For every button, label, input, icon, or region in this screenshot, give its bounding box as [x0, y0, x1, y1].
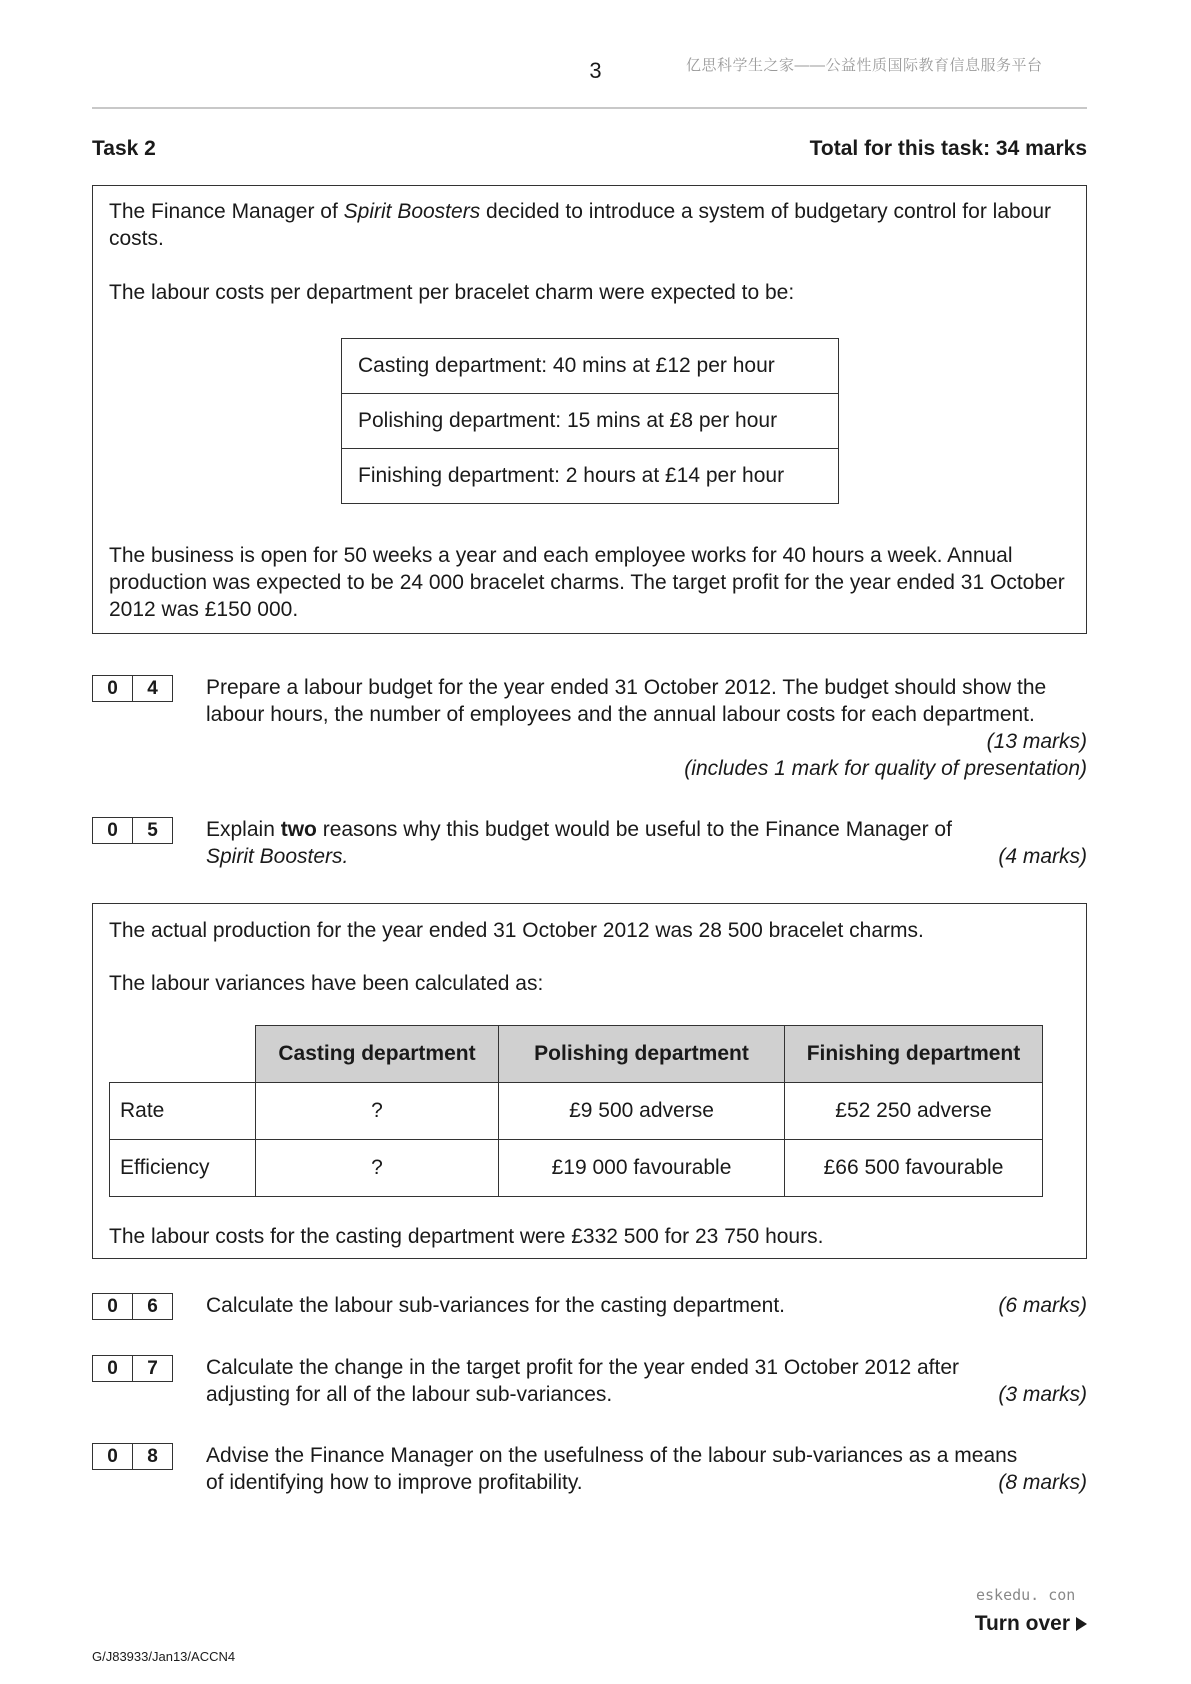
task-title: Task 2 — [92, 137, 156, 160]
department-rate-finishing: Finishing department: 2 hours at £14 per hour — [342, 449, 839, 504]
question-08-line-2: of identifying how to improve profitability. — [206, 1471, 583, 1494]
actual-para-3: The labour costs for the casting department were £332 500 for 23 750 hours. — [109, 1225, 824, 1248]
turn-over — [975, 1612, 1087, 1636]
variances-header-polishing: Polishing department — [499, 1026, 785, 1083]
question-number-05: 0 5 — [92, 817, 173, 844]
intro-para-3: The business is open for 50 weeks a year and each employee works for 40 hours a week. Annual production was expected to be 24 000 bracelet charms. The target profit for the year ended 31 October 2012 was £150 000. — [109, 544, 1065, 621]
question-08-line-1: Advise the Finance Manager on the usefulness of the labour sub-variances as a means — [206, 1444, 1018, 1467]
question-05-marks: (4 marks) — [998, 845, 1087, 868]
question-05-text: Explain two reasons why this budget would be useful to the Finance Manager of — [206, 818, 952, 841]
intro-box — [92, 185, 1087, 634]
question-07-marks: (3 marks) — [998, 1383, 1087, 1406]
question-04-marks: (13 marks) — [986, 730, 1087, 753]
variances-table — [109, 1025, 1043, 1197]
play-triangle-icon — [1076, 1617, 1087, 1631]
variances-row-label: Rate — [110, 1083, 256, 1140]
question-08-marks: (8 marks) — [998, 1471, 1087, 1494]
variances-cell: £66 500 favourable — [785, 1140, 1043, 1197]
question-04-text: Prepare a labour budget for the year ended 31 October 2012. The budget should show the labour hours, the number of employees and the annual labour costs for each department. — [206, 676, 1047, 726]
task-total: Total for this task: 34 marks — [809, 137, 1087, 160]
variances-cell: £19 000 favourable — [499, 1140, 785, 1197]
department-rate-polishing: Polishing department: 15 mins at £8 per hour — [342, 394, 839, 449]
question-07-line-1: Calculate the change in the target profit for the year ended 31 October 2012 after — [206, 1356, 959, 1379]
question-number-06: 0 6 — [92, 1293, 173, 1320]
actual-para-2: The labour variances have been calculated as: — [109, 972, 544, 995]
question-06-marks: (6 marks) — [998, 1294, 1087, 1317]
department-rate-casting: Casting department: 40 mins at £12 per hour — [342, 339, 839, 394]
question-04-note: (includes 1 mark for quality of presentation) — [684, 757, 1087, 780]
question-04 — [206, 674, 1087, 780]
question-number-08: 0 8 — [92, 1443, 173, 1470]
watermark: 亿思科学生之家——公益性质国际教育信息服务平台 — [686, 57, 1043, 74]
turn-over-label: Turn over — [974, 1612, 1070, 1635]
question-06-text: Calculate the labour sub-variances for the casting department. — [206, 1294, 785, 1317]
variances-header-finishing: Finishing department — [785, 1026, 1043, 1083]
variances-header-casting: Casting department — [256, 1026, 499, 1083]
actual-box — [92, 903, 1087, 1259]
variances-cell: ? — [256, 1083, 499, 1140]
question-08 — [206, 1442, 1087, 1502]
page-number: 3 — [589, 58, 602, 83]
paper-code: G/J83933/Jan13/ACCN4 — [92, 1649, 236, 1664]
question-number-07: 0 7 — [92, 1355, 173, 1382]
actual-para-1: The actual production for the year ended 31 October 2012 was 28 500 bracelet charms. — [109, 919, 924, 942]
table-row — [110, 1083, 1043, 1140]
variances-row-label: Efficiency — [110, 1140, 256, 1197]
intro-para-2: The labour costs per department per bracelet charm were expected to be: — [109, 281, 795, 304]
question-07 — [206, 1354, 1087, 1414]
table-row — [110, 1140, 1043, 1197]
site-watermark: eskedu. con — [976, 1586, 1076, 1604]
department-rates-table — [341, 338, 839, 504]
header-rule — [92, 107, 1087, 109]
variances-corner — [110, 1026, 256, 1083]
question-number-04: 0 4 — [92, 675, 173, 702]
question-05 — [206, 816, 1087, 876]
variances-cell: £9 500 adverse — [499, 1083, 785, 1140]
question-07-line-2: adjusting for all of the labour sub-variances. — [206, 1383, 613, 1406]
intro-para-1: The Finance Manager of Spirit Boosters decided to introduce a system of budgetary control for labour costs. — [109, 200, 1052, 250]
question-06 — [206, 1292, 1087, 1322]
variances-cell: £52 250 adverse — [785, 1083, 1043, 1140]
question-05-company: Spirit Boosters. — [206, 845, 349, 868]
variances-cell: ? — [256, 1140, 499, 1197]
